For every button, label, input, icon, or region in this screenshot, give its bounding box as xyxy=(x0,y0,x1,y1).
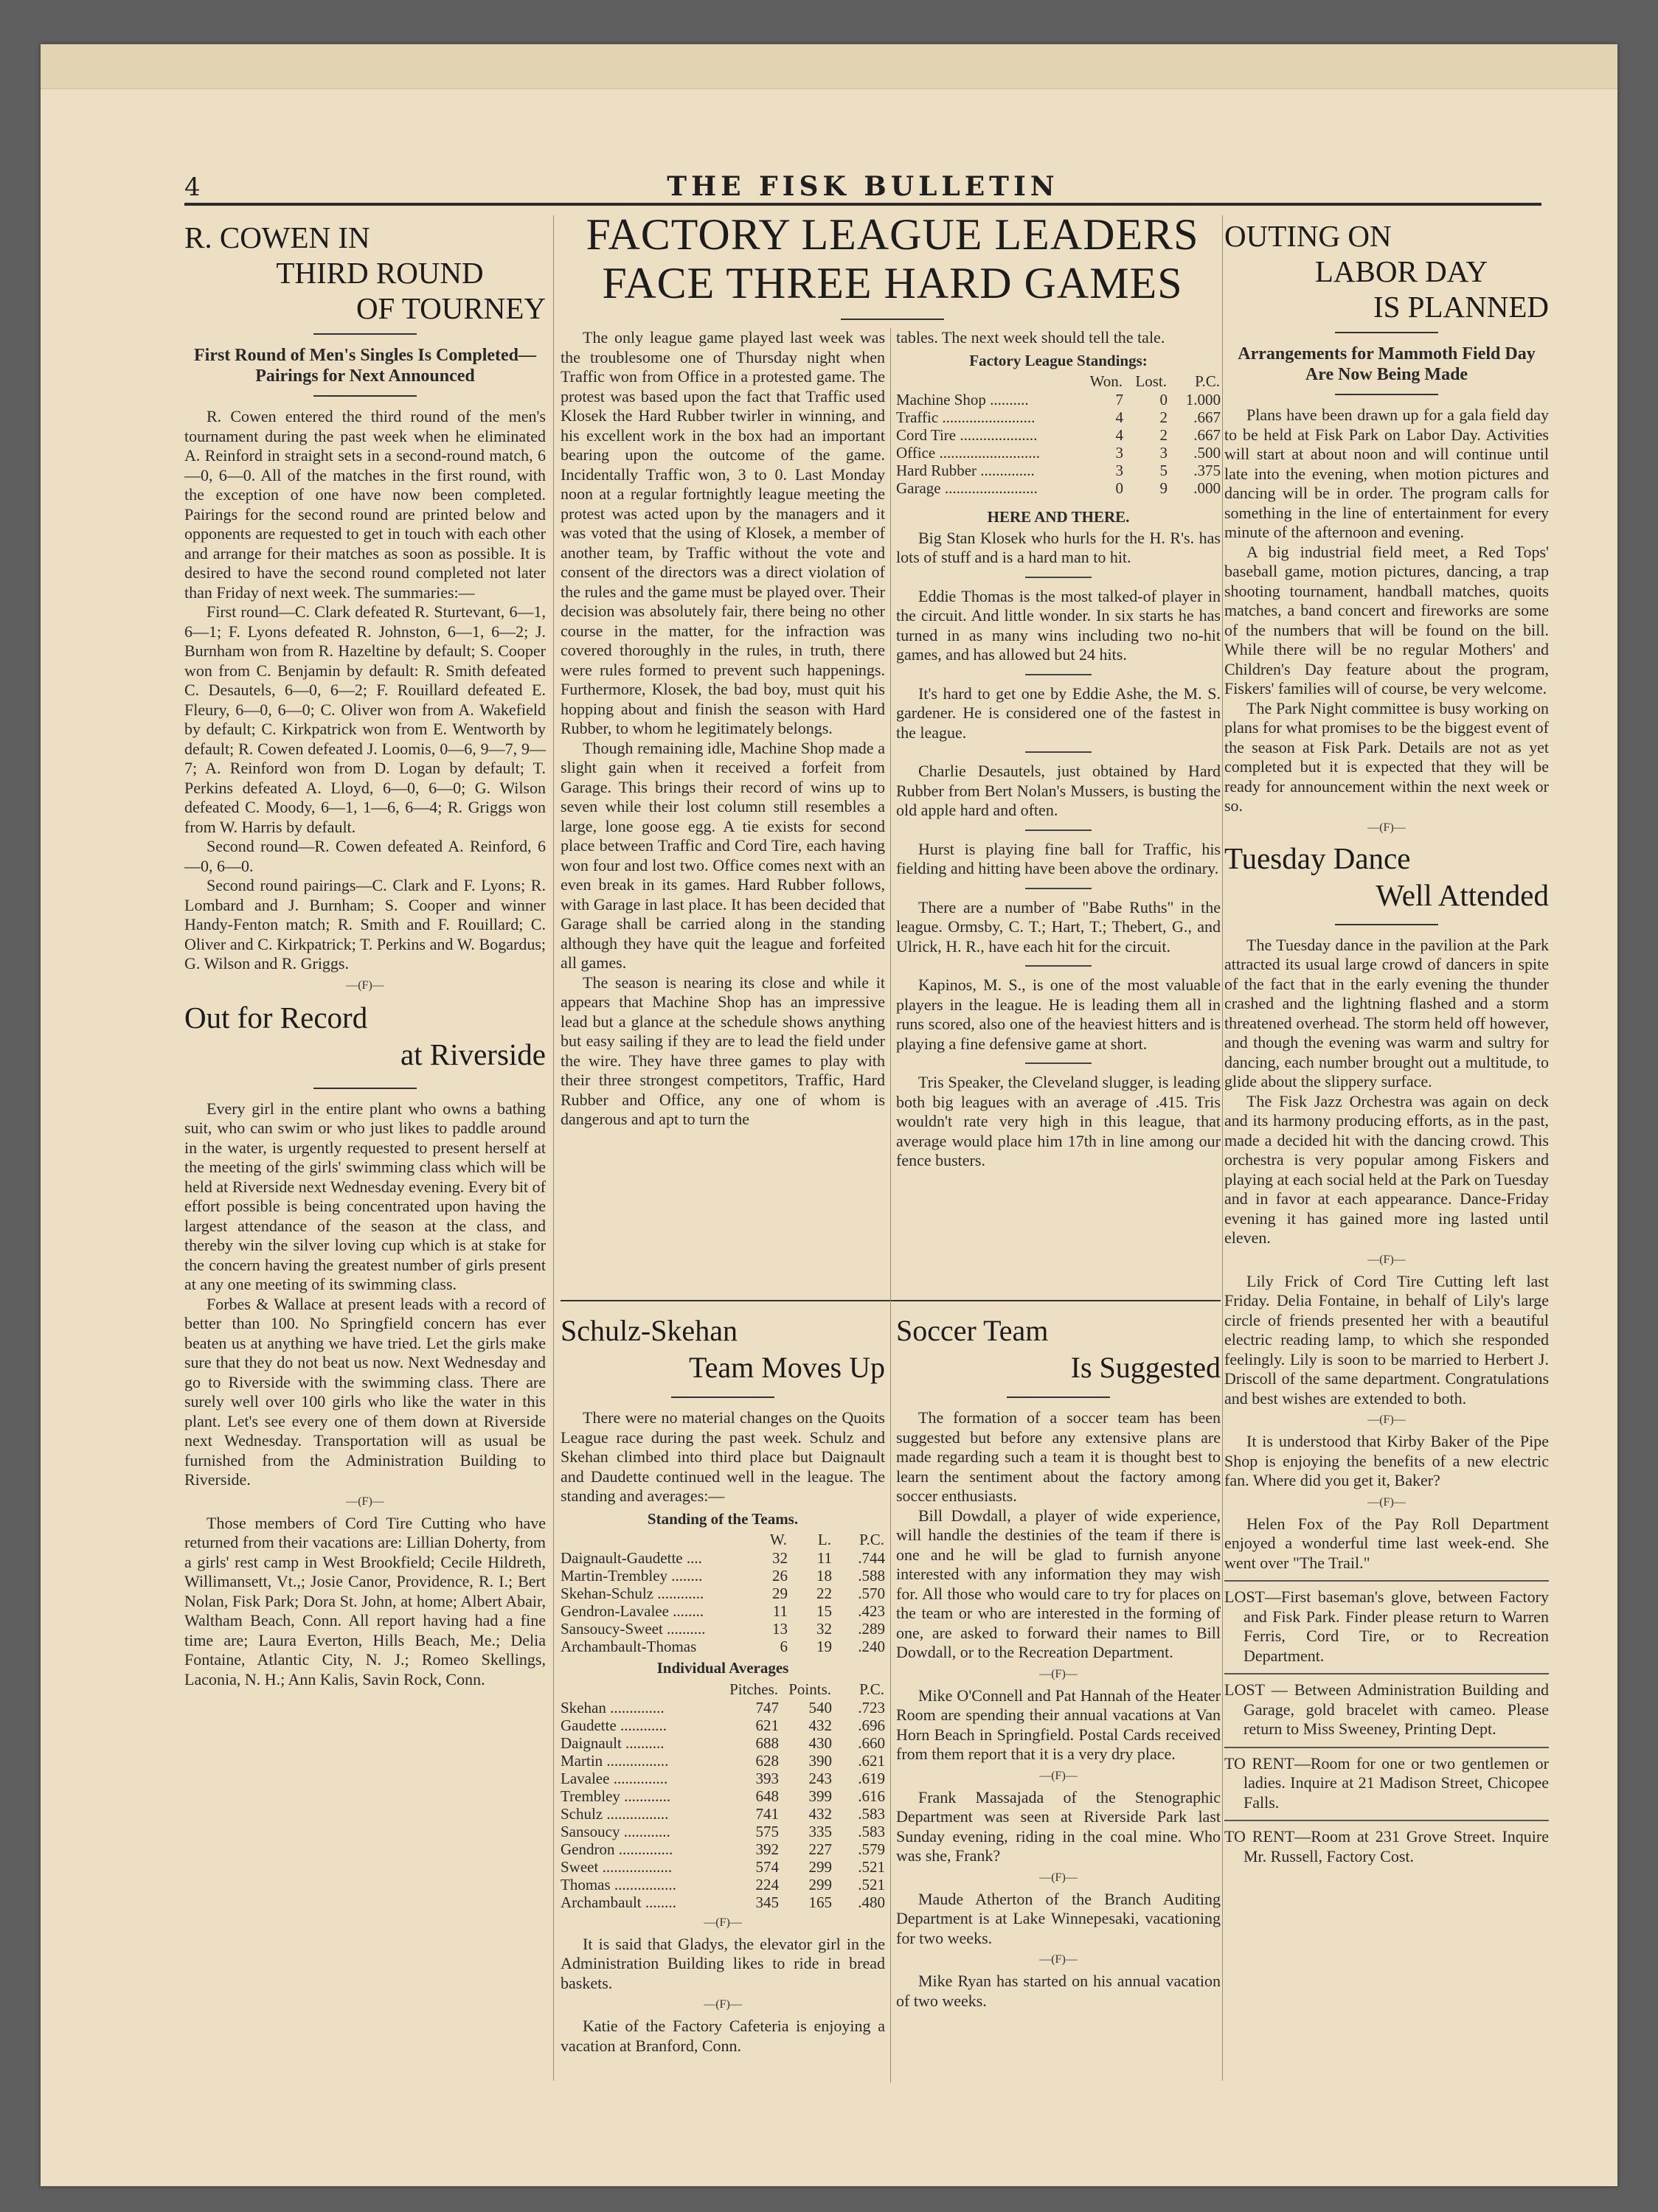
table-row: Hard Rubber .............. 3 5 .375 xyxy=(896,462,1221,479)
fisk-ornament: —(F)— xyxy=(1367,821,1406,834)
standings-caption: Factory League Standings: xyxy=(969,351,1148,369)
table-row: Machine Shop .......... 7 0 1.000 xyxy=(896,391,1221,408)
fisk-ornament: —(F)— xyxy=(346,1495,384,1508)
divider xyxy=(1025,674,1092,675)
fisk-ornament: —(F)— xyxy=(1367,1495,1406,1509)
outing-subhead: Arrangements for Mammoth Field Day Are Now Being Made xyxy=(1238,344,1536,384)
tourney-subhead: First Round of Men's Singles Is Completed—Pairings for Next Announced xyxy=(193,346,537,386)
quoits-headline: Schulz-Skehan Team Moves Up xyxy=(561,1314,885,1384)
classified-ad: LOST—First baseman's glove, between Factory and Fisk Park. Finder please return to Warren Ferris, Cord Tire, or to Recreation Department. xyxy=(1224,1580,1549,1666)
divider xyxy=(841,319,944,320)
individual-averages-table xyxy=(561,1680,885,1911)
table-row: Archambault ........ 345 165 .480 xyxy=(561,1893,885,1911)
table-row: Daignault-Gaudette .... 32 11 .744 xyxy=(561,1549,885,1567)
table-row: Thomas ................ 224 299 .521 xyxy=(561,1875,885,1893)
table-row: Schulz ................ 741 432 .583 xyxy=(561,1804,885,1823)
table-row: Lavalee .............. 393 243 .619 xyxy=(561,1769,885,1787)
header-rule xyxy=(184,203,1541,206)
masthead xyxy=(184,162,1541,206)
fisk-ornament: —(F)— xyxy=(1367,1253,1406,1266)
classified-ad: LOST — Between Administration Building and Garage, gold bracelet with cameo. Please return to Miss Sweeney, Printing Dept. xyxy=(1224,1673,1549,1739)
fisk-ornament: —(F)— xyxy=(1367,1413,1406,1426)
table-row: Sansoucy ............ 575 335 .583 xyxy=(561,1822,885,1840)
page-number: 4 xyxy=(184,173,201,202)
divider xyxy=(1025,577,1092,578)
dance-headline: Tuesday Dance Well Attended xyxy=(1224,841,1549,912)
divider xyxy=(1025,751,1092,753)
classified-ad: TO RENT—Room at 231 Grove Street. Inquire Mr. Russell, Factory Cost. xyxy=(1224,1820,1549,1866)
fisk-ornament: —(F)— xyxy=(1039,1667,1078,1680)
tourney-headline: R. COWEN IN THIRD ROUND OF TOURNEY xyxy=(184,220,546,325)
table-row: Martin ................ 628 390 .621 xyxy=(561,1751,885,1770)
fisk-ornament: —(F)— xyxy=(704,1916,742,1929)
fisk-ornament: —(F)— xyxy=(1039,1871,1078,1884)
table-row: Gaudette ............ 621 432 .696 xyxy=(561,1716,885,1734)
table-header: Won. Lost. P.C. xyxy=(1089,372,1220,390)
table-row: Gendron-Lavalee ........ 11 15 .423 xyxy=(561,1602,885,1620)
divider xyxy=(1335,394,1438,395)
outing-headline: OUTING ON LABOR DAY IS PLANNED xyxy=(1224,219,1549,324)
divider xyxy=(1007,1397,1110,1398)
riverside-headline: Out for Record at Riverside xyxy=(184,1000,546,1071)
averages-caption: Individual Averages xyxy=(656,1659,789,1677)
divider xyxy=(1025,1062,1092,1064)
divider xyxy=(1025,965,1092,967)
divider xyxy=(313,1088,417,1089)
team-standing-caption: Standing of the Teams. xyxy=(647,1509,799,1528)
divider xyxy=(1025,830,1092,831)
table-row: Cord Tire .................... 4 2 .667 xyxy=(896,426,1221,444)
table-row: Sansoucy-Sweet .......... 13 32 .289 xyxy=(561,1620,885,1638)
table-row: Trembley ............ 648 399 .616 xyxy=(561,1787,885,1805)
divider xyxy=(671,1397,774,1398)
divider xyxy=(1335,332,1438,333)
column-rule xyxy=(1222,215,1223,2081)
table-row: Daignault .......... 688 430 .660 xyxy=(561,1733,885,1752)
newspaper-page xyxy=(41,44,1617,2186)
table-row: Skehan-Schulz ............ 29 22 .570 xyxy=(561,1585,885,1602)
column-soccer: Soccer Team Is Suggested The formation of a soccer team has been suggested but before any extensive plans are made regarding such a team it is thought best to learn the sentiment about the factory among soccer enthusiasts. Bill Dowdall, a player of wide experience, will handle the destinies of the team if there is one and he will be glad to furnish anyone interested with any information they may wish for. All those who would care to try for places on the team or who are interested in the forming of one, are asked to forward their names to Bill Dowdall, or to the Recreation Department. —(F)— Mike O'Connell and Pat Hannah of the Heater Room are spending their annual vacations at Van Horn Beach in Springfield. Postal Cards received from them report that it is a very dry place. —(F)— Frank Massajada of the Stenographic Department was seen at Riverside Park last Sunday evening, riding in the coal mine. Who was she, Frank? —(F)— Maude Atherton of the Branch Auditing Department is at Lake Winnepesaki, vacationing for two weeks. —(F)— Mike Ryan has started on his annual vacation of two weeks. xyxy=(896,1314,1221,2010)
column-league-continued: tables. The next week should tell the tale. Factory League Standings: Won. Lost. P.C. Machine Shop .......... 7 0 1.000 Traffic ........................ 4 2 .667 Cord Tire .................... 4 2 .667 Office .......................... 3 3 .500 Hard Rubber .............. 3 5 .375 Garage ........................ 0 9 .000 HERE AND THERE. Big Stan Klosek who hurls for the H. R's. has lots of stuff and is a hard man to hit. Eddie Thomas is the most talked-of player in the circuit. And little wonder. In six starts he has turned in as many wins including two no-hit games, and has allowed but 24 hits. It's hard to get one by Eddie Ashe, the M. S. gardener. He is considered one of the fastest in the league. Charlie Desautels, just obtained by Hard Rubber from Bert Nolan's Mussers, is busting the old apple hard and often. Hurst is playing fine ball for Traffic, his fielding and hitting have been above the ordinary. There are a number of "Babe Ruths" in the league. Ormsby, C. T.; Hart, T.; Thebert, G., and Ulrick, H. R., have each hit for the circuit. Kapinos, M. S., is one of the most valuable players in the league. He is leading them all in runs scored, also one of the heaviest hitters and is playing a fine defensive game at short. Tris Speaker, the Cleveland slugger, is leading both big leagues with an average of .415. Tris wouldn't rate very high in this league, that average would place him 17th in line among our fence busters. xyxy=(896,328,1221,1169)
factory-standings-table xyxy=(896,372,1221,497)
folded-edge xyxy=(41,44,1617,89)
column-rule xyxy=(890,328,891,2083)
table-row: Skehan .............. 747 540 .723 xyxy=(561,1698,885,1717)
column-rule xyxy=(553,215,554,2081)
factory-league-headline: FACTORY LEAGUE LEADERS FACE THREE HARD GAMES xyxy=(586,210,1199,307)
table-row: Sweet .................. 574 299 .521 xyxy=(561,1857,885,1876)
table-row: Office .......................... 3 3 .500 xyxy=(896,444,1221,462)
table-row: Garage ........................ 0 9 .000 xyxy=(896,479,1221,497)
paper-title: THE FISK BULLETIN xyxy=(667,171,1059,202)
column-tourney: R. COWEN IN THIRD ROUND OF TOURNEY First Round of Men's Singles Is Completed—Pairings for Next Announced R. Cowen entered the third round of the men's tournament during the past week when he eliminated A. Reinford in straight sets in a second-round match, 6—0, 6—0. All of the matches in the first round, with the exception of one have now been completed. Pairings for the second round are printed below and opponents are requested to get in touch with each other and arrange for their matches as soon as possible. It is desired to have the second round completed not later than Friday of next week. The summaries:— First round—C. Clark defeated R. Sturtevant, 6—1, 6—1; F. Lyons defeated R. Johnston, 6—1, 6—2; J. Burnham won from R. Hazeltine by default; S. Cooper won from C. Benjamin by default: R. Smith defeated C. Desautels, 6—0, 6—2; F. Rouillard defeated E. Fleury, 6—0, 6—0; C. Oliver won from A. Wakefield by default; C. Kirkpatrick won from E. Wentworth by default; R. Cowen defeated J. Loomis, 0—6, 9—7, 9—7; A. Reinford won from D. Logan by default; T. Perkins defeated A. Lloyd, 6—0, 6—0; G. Wilson defeated C. Moody, 6—1, 1—6, 6—4; R. Griggs won from W. Harris by default. Second round—R. Cowen defeated A. Reinford, 6—0, 6—0. Second round pairings—C. Clark and F. Lyons; R. Lombard and J. Burnham; S. Cooper and winner Handy-Fenton match; R. Smith and F. Rouillard; C. Oliver and C. Kirkpatrick; T. Perkins and W. Bogardus; G. Wilson and R. Griggs. —(F)— Out for Record at Riverside Every girl in the entire plant who owns a bathing suit, who can swim or who just likes to paddle around in the water, is urgently requested to present herself at the meeting of the girls' swimming class which will be held at Riverside next Wednesday evening. Every bit of effort possible is being concentrated upon having the largest attendance of the season at the class, and thereby win the silver loving cup which is at stake for the concern having the greatest number of girls present at any one meeting of its swimming class. Forbes & Wallace at present leads with a record of better than 100. No Springfield concern has ever beaten us at anything we have tried. Let the girls make sure that they do not beat us now. Next Wednesday and go to Riverside with the swimming class. There are surely well over 100 girls who like the water in this plant. Let's see every one of them down at Riverside next Wednesday. Transportation will as usual be furnished from the Administration Building to Riverside. —(F)— Those members of Cord Tire Cutting who have returned from their vacations are: Lillian Doherty, from a girls' rest camp in West Brookfield; Cecile Hildreth, Willimansett, Vt.,; Josie Canor, Providence, R. I.; Bert Nolan, Fisk Park; Dora St. John, at home; Albert Abair, Waltham Beach, Conn. All report having had a fine time are; Laura Everton, Hills Beach, Me.; Delia Fontaine, Atlantic City, N. J.; Romeo Skellings, Laconia, N. H.; Ann Kalis, Savin Rock, Conn. xyxy=(184,220,546,1688)
table-row: Martin-Trembley ........ 26 18 .588 xyxy=(561,1567,885,1585)
fisk-ornament: —(F)— xyxy=(1039,1769,1078,1782)
column-outing: OUTING ON LABOR DAY IS PLANNED Arrangements for Mammoth Field Day Are Now Being Made Plans have been drawn up for a gala field day to be held at Fisk Park on Labor Day. Activities will start at about noon and will continue until late into the evening, when motion pictures and dancing will be in order. The program calls for something in the line of entertainment for every minute of the afternoon and evening. A big industrial field meet, a Red Tops' baseball game, motion pictures, dancing, a trap shooting tournament, handball matches, quoits matches, a band concert and fireworks are some of the numbers that will be found on the bill. While there will be no regular Mothers' and Children's Day feature about the program, Fiskers' families will of course, be very welcome. The Park Night committee is busy working on plans for what promises to be the biggest event of the season at Fisk Park. Details are not as yet completed but it is expected that they will be ready for announcement within the next week or so. —(F)— Tuesday Dance Well Attended The Tuesday dance in the pavilion at the Park attracted its usual large crowd of dancers in spite of the fact that in the early evening the thunder crashed and the lightning flashed and a storm threatened overhead. The storm held off however, and though the evening was warm and sultry for dancing, each number brought out a multitude, to glide about the slippery surface. The Fisk Jazz Orchestra was again on deck and its harmony producing efforts, as in the past, made a decided hit with the dancing crowd. This orchestra is very popular among Fiskers and playing at each social held at the Park on Tuesday and in favor at each appearance. Dance-Friday evening it has gained more ing lasted until eleven. —(F)— Lily Frick of Cord Tire Cutting left last Friday. Delia Fontaine, in behalf of Lily's large circle of friends presented her with a beautiful electric reading lamp, to which she responded feelingly. Lily is soon to be married to Herbert J. Driscoll of the same department. Congratulations and best wishes are extended to both. —(F)— It is understood that Kirby Baker of the Pipe Shop is enjoying the benefits of a new electric fan. Where did you get it, Baker? —(F)— Helen Fox of the Pay Roll Department enjoyed a wonderful time last week-end. She went over "The Trail." LOST—First baseman's glove, between Factory and Fisk Park. Finder please return to Warren Ferris, Cord Tire, or to Recreation Department. LOST — Between Administration Building and Garage, gold bracelet with cameo. Please return to Miss Sweeney, Printing Dept. TO RENT—Room for one or two gentlemen or ladies. Inquire at 21 Madison Street, Chicopee Falls. TO RENT—Room at 231 Grove Street. Inquire Mr. Russell, Factory Cost. xyxy=(1224,219,1549,1865)
table-header: Pitches. Points. P.C. xyxy=(729,1680,884,1698)
classified-ad: TO RENT—Room for one or two gentlemen or ladies. Inquire at 21 Madison Street, Chicopee Falls. xyxy=(1224,1747,1549,1813)
fisk-ornament: —(F)— xyxy=(346,978,384,992)
soccer-headline: Soccer Team Is Suggested xyxy=(896,1314,1221,1384)
table-header: W. L. P.C. xyxy=(769,1531,884,1548)
divider xyxy=(313,333,417,335)
column-league-story: The only league game played last week was the troublesome one of Thursday night when Traffic won from Office in a protested game. The protest was based upon the fact that Traffic used Klosek the Hard Rubber twirler in winning, and his excellent work in the box had an important bearing upon the outcome of the game. Incidentally Traffic won, 3 to 0. Last Monday noon at a regular fortnightly league meeting the protest was acted upon by the managers and it was voted that the using of Klosek, a member of another team, by Traffic without the vote and consent of the directors was a direct violation of the rules and the game must be played over. Their decision was absolutely fair, there being no other course in the matter, for the infraction was covered thoroughly in the rules, in truth, there were rules formed to prevent such happenings. Furthermore, Klosek, the bad boy, must quit his hopping about and finish the season with Hard Rubber, to whom he legitimately belongs. Though remaining idle, Machine Shop made a slight gain when it received a forfeit from Garage. This brings their record of wins up to seven while their lost column still resembles a large, lone goose egg. A tie exists for second place between Traffic and Cord Tire, each having won four and lost two. Office comes next with an even break in its games. Hard Rubber follows, with Garage in last place. It has been decided that Garage shall be carried along in the standing although they have quit the league and forfeited all games. The season is nearing its close and while it appears that Machine Shop has an impressive lead but a glance at the schedule shows anything but easy sailing if they are to lead the field under the wire. They have three games to play with their three strongest competitors, Traffic, Hard Rubber and Office, any one of whom is dangerous and apt to turn the xyxy=(561,328,885,1128)
table-row: Gendron .............. 392 227 .579 xyxy=(561,1840,885,1858)
divider xyxy=(1335,924,1438,925)
table-row: Archambault-Thomas 6 19 .240 xyxy=(561,1638,885,1655)
table-row: Traffic ........................ 4 2 .667 xyxy=(896,408,1221,426)
divider xyxy=(1025,888,1092,889)
here-and-there-heading: HERE AND THERE. xyxy=(987,508,1130,526)
fisk-ornament: —(F)— xyxy=(704,1998,742,2011)
divider xyxy=(313,395,417,397)
fisk-ornament: —(F)— xyxy=(1039,1953,1078,1966)
column-quoits: Schulz-Skehan Team Moves Up There were no material changes on the Quoits League race during the past week. Schulz and Skehan climbed into third place but Daignault and Daudette continued well in the league. The standing and averages:— Standing of the Teams. W. L. P.C. Daignault-Gaudette .... 32 11 .744 Martin-Trembley ........ 26 18 .588 Skehan-Schulz ............ 29 22 .570 Gendron-Lavalee ........ 11 15 .423 Sansoucy-Sweet .......... 13 32 .289 Archambault-Thomas 6 19 .240 Individual Averages Pitches. Points. P.C. Skehan .............. 747 540 .723 Gaudette ............ 621 432 .696 Daignault .......... 688 430 .660 Martin ................ 628 390 .621 Lavalee .............. 393 243 .619 Trembley ............ 648 399 .616 Schulz ................ 741 432 .583 Sansoucy ............ 575 335 .583 Gendron .............. 392 227 .579 Sweet .................. 574 299 .521 Thomas ................ 224 299 .521 Archambault ........ 345 165 .480 —(F)— It is said that Gladys, the elevator girl in the Administration Building likes to ride in bread baskets. —(F)— Katie of the Factory Cafeteria is enjoying a vacation at Branford, Conn. xyxy=(561,1314,885,2055)
quoits-standing-table xyxy=(561,1530,885,1655)
